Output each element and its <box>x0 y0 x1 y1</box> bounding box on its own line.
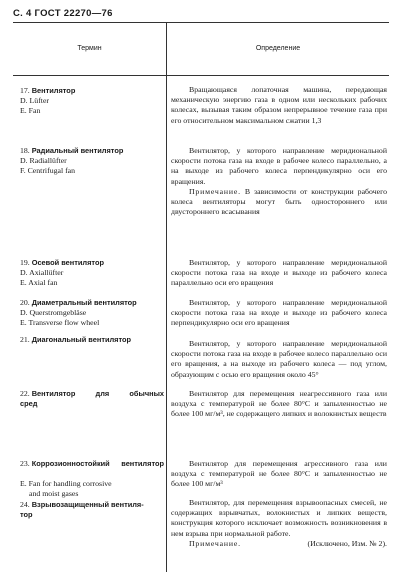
note-text: (Исключено, Изм. № 2). <box>307 538 387 548</box>
term-english: F. Centrifugal fan <box>20 166 76 175</box>
term-number: 18. <box>20 146 30 155</box>
term-english: and moist gases <box>29 489 79 498</box>
term-name: Взрывозащищенный вентиля- <box>31 500 144 509</box>
definition-18 <box>171 146 387 217</box>
definition-17 <box>171 85 387 126</box>
definition-text: Вентилятор для перемещения неагрессивного газа или воздуха с температурой не более 80°С и запыленностью не более 100 мг/м³, не содержащего липких и волокнистых веществ <box>171 389 387 419</box>
term-english: E. Transverse flow wheel <box>20 318 100 327</box>
term-name: Осевой вентилятор <box>31 258 104 267</box>
term-name: Вентилятор <box>31 389 76 398</box>
term-name: для <box>95 389 110 398</box>
column-title-definition: Определение <box>255 45 301 52</box>
definition-24 <box>171 498 387 549</box>
term-name: Вентилятор <box>31 86 76 95</box>
term-english: E. Axial fan <box>20 278 58 287</box>
definition-text: Вентилятор, у которого направление меридиональной скорости потока газа на входе в рабочее колесо параллельно, а на выходе из рабочего колеса перпендикулярно оси его вращения. <box>171 146 387 186</box>
column-divider <box>166 74 167 572</box>
definition-20 <box>171 298 387 329</box>
note-label: Примечание. <box>189 538 241 548</box>
term-english: E. Fan for handling corrosive <box>20 479 112 488</box>
term-english: E. Fan <box>20 106 41 115</box>
term-24 <box>20 500 164 520</box>
term-21 <box>20 335 164 345</box>
definition-text: Вентилятор для перемещения агрессивного газа или воздуха с температурой не более 80°С и запыленностью не более 100 мг/м³ <box>171 459 387 489</box>
term-name: Радиальный вентилятор <box>31 146 124 155</box>
term-number: 20. <box>20 298 30 307</box>
term-22 <box>20 389 164 409</box>
term-german: D. Radiallüfter <box>20 156 67 165</box>
term-17 <box>20 86 164 116</box>
note-label: Примечание. <box>189 186 241 196</box>
term-number: 17. <box>20 86 30 95</box>
definition-22 <box>171 389 387 420</box>
term-19 <box>20 258 164 288</box>
term-name: вентилятор <box>121 459 164 468</box>
term-name: обычных <box>129 389 164 398</box>
definition-text: Вентилятор, для перемещения взрывоопасных смесей, не содержащих взрывчатых, волокнистых и липких веществ, конструкция которого исключает возможность возникновения в нем взрыва при нормальной работе. <box>171 498 387 538</box>
term-name: Диаметральный вентилятор <box>31 298 137 307</box>
page-header: С. 4 ГОСТ 22270—76 <box>13 8 113 19</box>
term-18 <box>20 146 164 176</box>
definition-23 <box>171 459 387 490</box>
term-20 <box>20 298 164 328</box>
term-number: 19. <box>20 258 30 267</box>
definition-19 <box>171 258 387 289</box>
term-number: 22. <box>20 389 30 398</box>
definition-21 <box>171 339 387 380</box>
term-number: 21. <box>20 335 30 344</box>
column-header-term <box>13 22 167 76</box>
term-german: D. Lüfter <box>20 96 50 105</box>
definition-text: Вращающаяся лопаточная машина, передающая механическую энергию газа в одном или нескольких рабочих колесах, вызывая таким образом непрерывное течение газа при его относительном максимальном сжатии 1,3 <box>171 85 387 125</box>
definition-text: Вентилятор, у которого направление меридиональной скорости потока газа на входе и выходе из рабочего колеса перпендикулярно оси его вращения <box>171 298 387 328</box>
term-23 <box>20 459 164 499</box>
term-name: сред <box>20 399 38 408</box>
term-german: D. Querstromgebläse <box>20 308 87 317</box>
column-title-term: Термин <box>77 45 102 52</box>
term-name: Диагональный вентилятор <box>31 335 132 344</box>
term-number: 23. <box>20 459 30 468</box>
note-text: В зависимости от конструкции рабочего колеса вентиляторы могут быть одностороннего или двустороннего всасывания <box>171 186 387 217</box>
definition-text: Вентилятор, у которого направление меридиональной скорости потока газа на входе и выходе из рабочего колеса параллельно оси его вращения <box>171 258 387 288</box>
term-number: 24. <box>20 500 30 509</box>
definition-text: Вентилятор, у которого направление меридиональной скорости потока газа на входе в рабочее колесо параллельно оси его вращения, а на выходе из рабочего колеса — под углом, образующим с осью его вращения около 45° <box>171 339 387 379</box>
term-name: тор <box>20 510 33 519</box>
term-name: Коррозионностойкий <box>31 459 110 468</box>
column-header-definition <box>167 22 389 76</box>
term-german: D. Axiallüfter <box>20 268 64 277</box>
